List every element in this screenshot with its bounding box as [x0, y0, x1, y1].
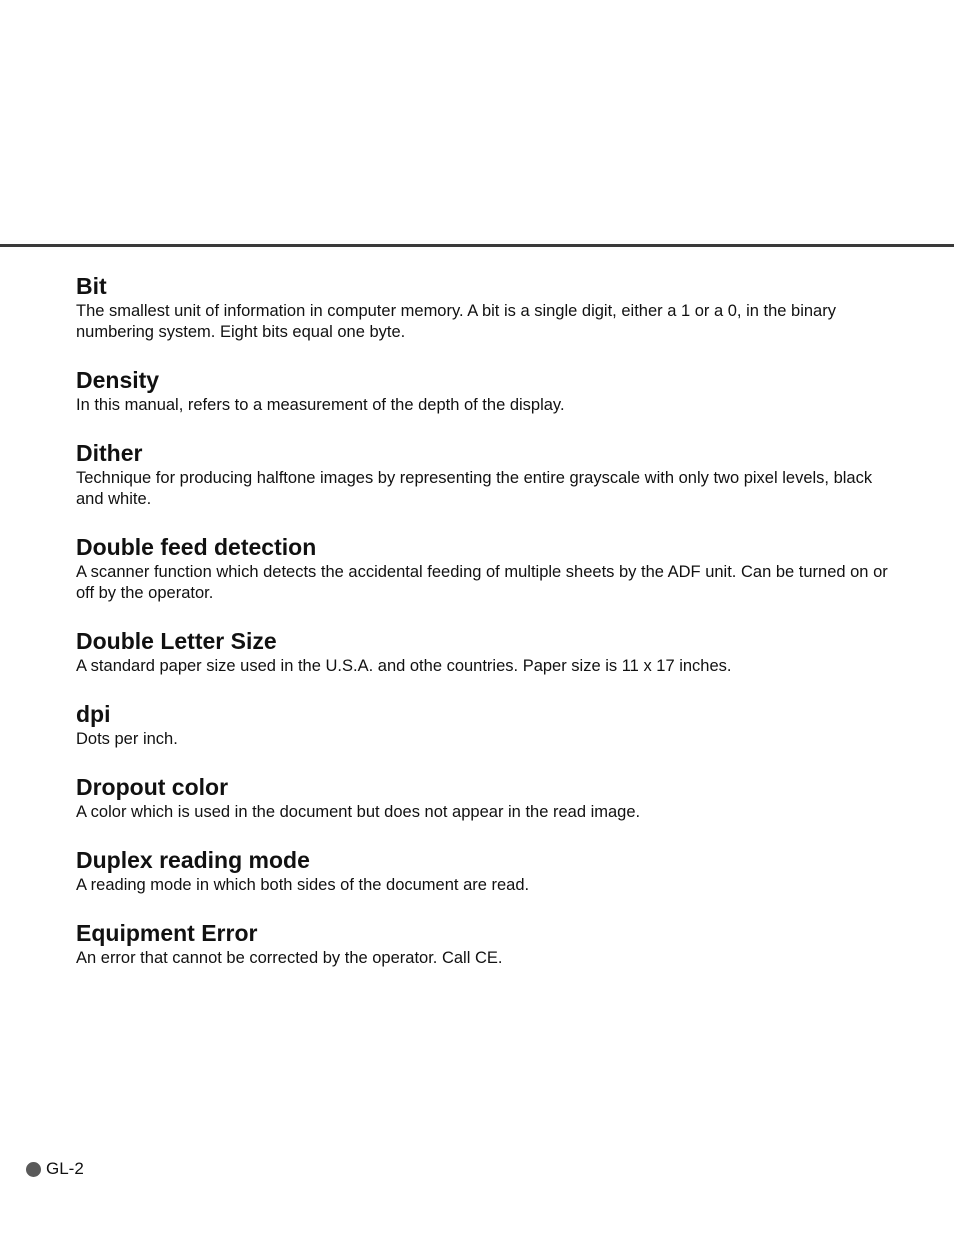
glossary-entry-bit — [76, 271, 888, 365]
glossary-list — [76, 271, 888, 991]
page-footer — [26, 1159, 84, 1179]
glossary-definition: In this manual, refers to a measurement of the depth of the display. — [76, 396, 565, 414]
circle-bullet-icon — [26, 1162, 41, 1177]
glossary-term: Equipment Error — [76, 920, 258, 946]
glossary-term: Double feed detection — [76, 534, 317, 560]
glossary-entry-dither — [76, 438, 888, 532]
glossary-entry-double-letter-size — [76, 626, 888, 699]
glossary-definition: A color which is used in the document but does not appear in the read image. — [76, 803, 641, 821]
glossary-definition: Dots per inch. — [76, 730, 178, 748]
glossary-definition: A scanner function which detects the accidental feeding of multiple sheets by the ADF unit. Can be turned on or off by the operator. — [76, 563, 888, 602]
header-rule — [0, 244, 954, 247]
glossary-definition: A reading mode in which both sides of the document are read. — [76, 876, 530, 894]
glossary-entry-dropout-color — [76, 772, 888, 845]
glossary-term: Bit — [76, 273, 107, 299]
page-number: GL-2 — [46, 1159, 84, 1178]
glossary-term: Dropout color — [76, 774, 229, 800]
glossary-definition: A standard paper size used in the U.S.A. and othe countries. Paper size is 11 x 17 inches. — [76, 657, 732, 675]
glossary-definition: An error that cannot be corrected by the operator. Call CE. — [76, 949, 503, 967]
glossary-term: Dither — [76, 440, 143, 466]
glossary-term: Duplex reading mode — [76, 847, 310, 873]
glossary-entry-equipment-error — [76, 918, 888, 991]
glossary-term: dpi — [76, 701, 111, 727]
glossary-definition: The smallest unit of information in computer memory. A bit is a single digit, either a 1 or a 0, in the binary numbering system. Eight bits equal one byte. — [76, 302, 836, 341]
glossary-term: Double Letter Size — [76, 628, 277, 654]
glossary-entry-density — [76, 365, 888, 438]
glossary-entry-double-feed-detection — [76, 532, 888, 626]
glossary-term: Density — [76, 367, 160, 393]
glossary-definition: Technique for producing halftone images by representing the entire grayscale with only two pixel levels, black and white. — [76, 469, 873, 508]
glossary-entry-duplex-reading-mode — [76, 845, 888, 918]
glossary-entry-dpi — [76, 699, 888, 772]
